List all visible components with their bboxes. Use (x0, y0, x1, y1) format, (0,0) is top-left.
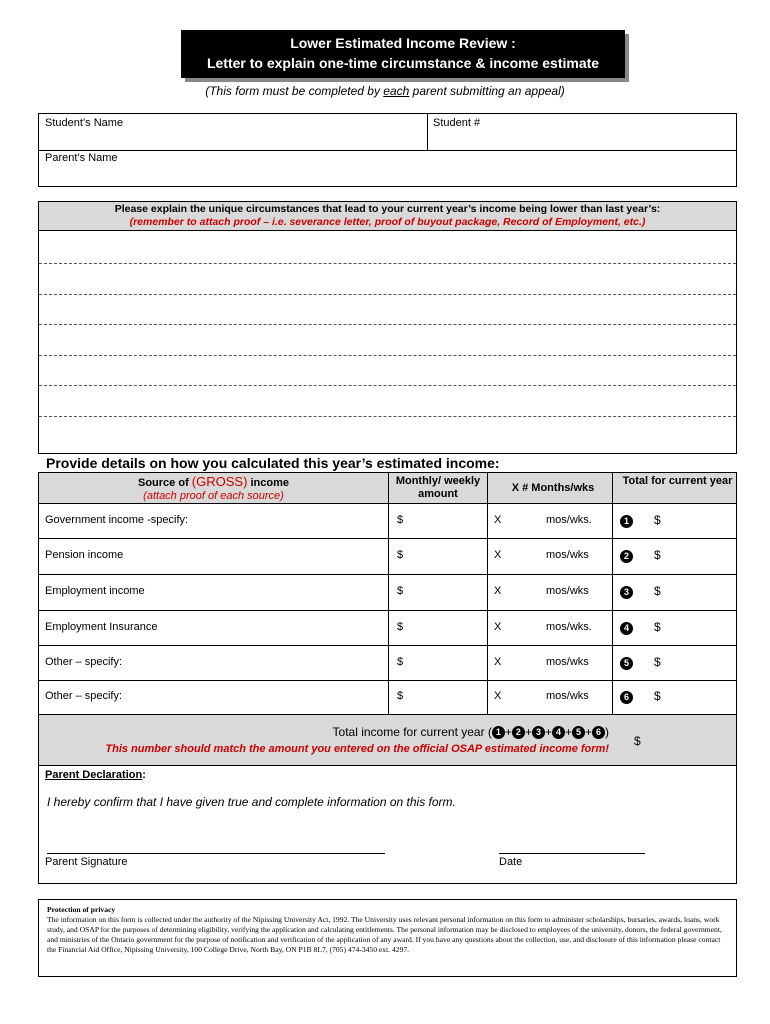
months-field[interactable]: mos/wks. (546, 514, 592, 526)
declaration-heading: Parent Declaration: (45, 769, 146, 781)
date-label: Date (499, 856, 523, 868)
total-note: This number should match the amount you entered on the official OSAP estimated income form! (105, 743, 609, 755)
multiply-sign: X (494, 621, 502, 633)
multiply-sign: X (494, 549, 502, 561)
monthly-amount-field[interactable]: $ (397, 585, 404, 597)
multiply-sign: X (494, 656, 502, 668)
signature-label: Parent Signature (45, 856, 128, 868)
total-amount-field[interactable]: $ (654, 584, 661, 598)
total-dollar-field[interactable]: $ (634, 734, 641, 748)
income-heading: Provide details on how you calculated this year’s estimated income: (46, 455, 500, 471)
line-number-icon: 2 (620, 548, 633, 566)
monthly-amount-field[interactable]: $ (397, 549, 404, 561)
income-source-label: Employment income (45, 585, 145, 597)
monthly-amount-field[interactable]: $ (397, 690, 404, 702)
date-line[interactable] (499, 853, 645, 854)
monthly-amount-field[interactable]: $ (397, 656, 404, 668)
name-fields (38, 113, 737, 187)
writing-line[interactable] (39, 294, 736, 295)
explanation-header (39, 202, 736, 231)
total-row (39, 714, 736, 766)
income-source-label: Government income -specify: (45, 514, 189, 526)
months-field[interactable]: mos/wks (546, 656, 589, 668)
form-title (181, 30, 625, 78)
multiply-sign: X (494, 514, 502, 526)
privacy-notice (38, 899, 737, 977)
multiply-sign: X (494, 585, 502, 597)
title-line-2: Letter to explain one-time circumstance & income estimate (206, 55, 600, 71)
monthly-amount-field[interactable]: $ (397, 621, 404, 633)
title-line-1: Lower Estimated Income Review : (290, 35, 516, 51)
parent-name-field[interactable]: Parent’s Name (45, 152, 118, 164)
total-amount-field[interactable]: $ (654, 689, 661, 703)
line-number-icon: 1 (620, 513, 633, 531)
writing-line[interactable] (39, 324, 736, 325)
explanation-heading: Please explain the unique circumstances that lead to your current year’s income being lower than last year’s: (114, 203, 661, 215)
monthly-amount-field[interactable]: $ (397, 514, 404, 526)
line-number-icon: 3 (620, 584, 633, 602)
writing-line[interactable] (39, 416, 736, 417)
signature-line[interactable] (47, 853, 385, 854)
line-number-icon: 5 (620, 655, 633, 673)
col-months-header: X # Months/wks (511, 482, 595, 494)
income-source-label: Employment Insurance (45, 621, 158, 633)
writing-line[interactable] (39, 385, 736, 386)
total-amount-field[interactable]: $ (654, 548, 661, 562)
declaration-statement: I hereby confirm that I have given true and complete information on this form. (47, 795, 456, 809)
explanation-section (38, 201, 737, 454)
income-source-label: Pension income (45, 549, 124, 561)
months-field[interactable]: mos/wks (546, 549, 589, 561)
multiply-sign: X (494, 690, 502, 702)
total-amount-field[interactable]: $ (654, 655, 661, 669)
student-number-field[interactable]: Student # (433, 117, 481, 129)
col-monthly-header: Monthly/ weekly amount (395, 475, 481, 500)
student-name-field[interactable]: Student’s Name (45, 117, 124, 129)
form-subtitle: (This form must be completed by each parent submitting an appeal) (205, 84, 565, 98)
income-source-label: Other – specify: (45, 656, 123, 668)
col-source-header: Source of (GROSS) income (attach proof of each source) (138, 474, 289, 502)
total-amount-field[interactable]: $ (654, 620, 661, 634)
line-number-icon: 4 (620, 620, 633, 638)
writing-line[interactable] (39, 263, 736, 264)
col-total-header: Total for current year (622, 475, 733, 487)
privacy-text: The information on this form is collected under the authority of the Nipissing University Act, 1992. The University uses relevant personal information on this form to administer scholarships, bursaries, awards, loans, work study, and OSAP for the purposes of determining eligibility, verifying the application and calculating entitlements. The personal information may be disclosed to employees of the university, donors, the federal government, and ministries of the Ontario government for the purpose of notification and verification of the application of any award. If you have any questions about the collection, use, and disclosure of this information please contact the Financial Aid Office, Nipissing University, 100 College Drive, North Bay, ON P1B 8L7, (705) 474-3450 ext. 4297. (47, 915, 722, 954)
line-number-icon: 6 (620, 689, 633, 707)
income-table (38, 472, 737, 884)
months-field[interactable]: mos/wks. (546, 621, 592, 633)
total-amount-field[interactable]: $ (654, 513, 661, 527)
months-field[interactable]: mos/wks (546, 585, 589, 597)
income-source-label: Other – specify: (45, 690, 123, 702)
months-field[interactable]: mos/wks (546, 690, 589, 702)
total-label: Total income for current year ( 1 + 2 + 3 + 4 + 5 + 6 ) (332, 725, 609, 739)
writing-line[interactable] (39, 355, 736, 356)
privacy-heading: Protection of privacy (47, 905, 116, 914)
explanation-note: (remember to attach proof – i.e. severance letter, proof of buyout package, Record of Employment, etc.) (129, 216, 646, 228)
